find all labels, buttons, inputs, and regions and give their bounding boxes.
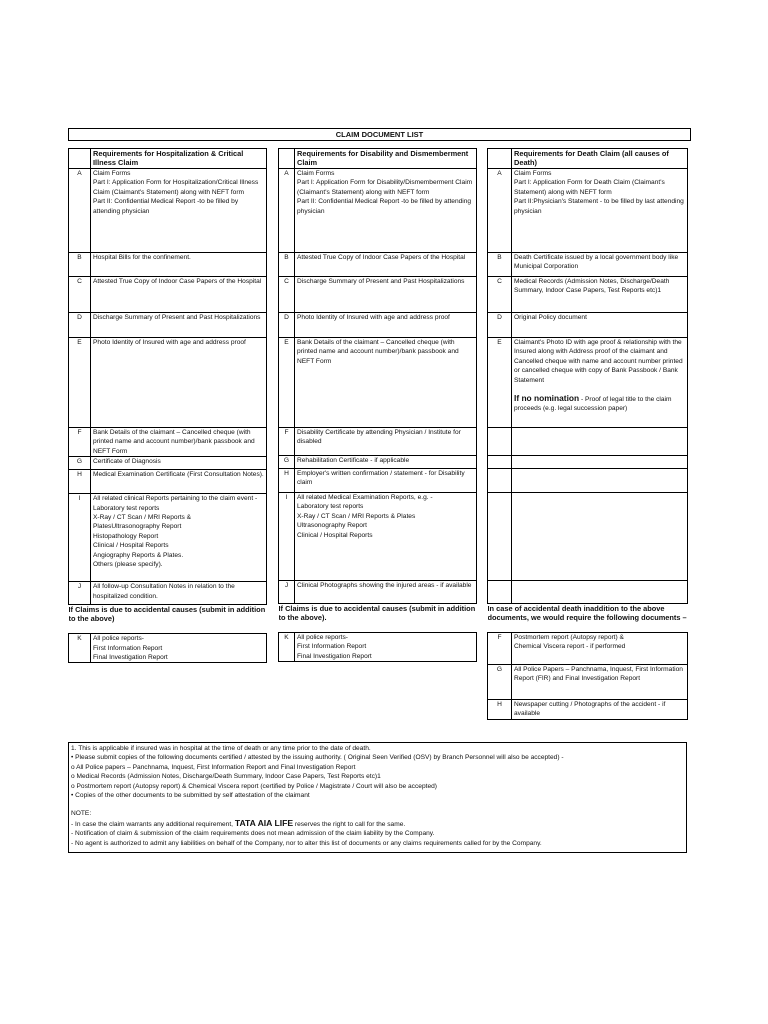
cell-line: Attested True Copy of Indoor Case Papers of the Hospital <box>93 278 262 285</box>
cell-line: Bank Details of the claimant – Cancelled cheque (with printed name and account number)/bank passbook and NEFT Form <box>93 429 255 455</box>
table-row <box>488 633 688 665</box>
cell-line: Clinical / Hospital Reports <box>93 542 169 550</box>
cell-line: All related clinical Reports pertaining to the claim event - <box>93 495 258 503</box>
row-letter: A <box>279 169 295 253</box>
table-row <box>69 470 267 494</box>
row-requirement <box>512 277 688 313</box>
row-requirement <box>91 253 267 277</box>
table-row <box>488 456 688 469</box>
row-letter: K <box>69 634 91 663</box>
cell-line: Employer's written confirmation / statement - for Disability claim <box>297 470 465 487</box>
note-line: - No agent is authorized to admit any liabilities on behalf of the Company, nor to alter this list of documents or any claims requirements called for by the Company. <box>71 839 542 847</box>
cell-line: All related Medical Examination Reports, e.g. - <box>297 494 433 501</box>
table-row <box>69 277 267 313</box>
cell-line: Discharge Summary of Present and Past Hospitalizations <box>297 278 465 285</box>
row-letter: G <box>488 665 512 700</box>
row-letter: B <box>279 253 295 277</box>
cell-line: Final Investigation Report <box>297 652 372 660</box>
cell-line: Others (please specify). <box>93 561 163 569</box>
row-letter: F <box>488 633 512 665</box>
row-letter: A <box>488 169 512 253</box>
cell-line: Attested True Copy of Indoor Case Papers of the Hospital <box>297 254 466 261</box>
row-requirement <box>512 633 688 665</box>
row-letter: K <box>279 633 295 662</box>
row-letter: J <box>279 581 295 604</box>
row-requirement <box>295 633 477 662</box>
table-row <box>69 169 267 253</box>
cell-line: All Police Papers – Panchnama, Inquest, First Information Report (FIR) and Final Investigation Report <box>514 666 683 683</box>
cell-line: Chemical Viscera report - if performed <box>514 643 626 651</box>
table-row <box>488 338 688 428</box>
row-letter: G <box>69 457 91 470</box>
table-row <box>69 338 267 428</box>
row-requirement <box>91 582 267 605</box>
note-line: • Please submit copies of the following documents certified / attested by the issuing authority. ( Original Seen Verified (OSV) by Branch Personnel will also be accepted) - <box>71 754 564 762</box>
table-row <box>488 493 688 581</box>
row-letter: H <box>279 469 295 493</box>
row-requirement <box>512 469 688 493</box>
note-suffix: reserves the right to call for the same. <box>293 820 406 828</box>
row-letter: A <box>69 169 91 253</box>
note-line: o All Police papers – Panchnama, Inquest, First Information Report and Final Investigation Report <box>71 763 356 771</box>
cell-line: Newspaper cutting / Photographs of the accident - if available <box>514 701 666 718</box>
cell-line: Rehabilitation Certificate - if applicable <box>297 457 410 464</box>
row-requirement <box>295 338 477 428</box>
note-line: o Postmortem report (Autopsy report) & Chemical Viscera report (certified by Police / Magistrate / Court will also be accepted) <box>71 782 437 790</box>
row-requirement <box>91 277 267 313</box>
table-row <box>69 582 267 605</box>
death-claim-requirements-table <box>487 148 688 720</box>
table-row <box>279 277 477 313</box>
row-letter <box>488 428 512 456</box>
document-title: CLAIM DOCUMENT LIST <box>68 128 691 141</box>
row-requirement <box>512 581 688 604</box>
row-requirement <box>91 169 267 253</box>
cell-line: Death Certificate issued by a local government body like Municipal Corporation <box>514 254 679 271</box>
row-requirement <box>512 493 688 581</box>
row-letter: H <box>488 700 512 720</box>
row-letter <box>488 469 512 493</box>
row-requirement <box>295 428 477 456</box>
cell-line: Part I: Application Form for Hospitalization/Critical Illness Claim (Claimant's Statement) along with NEFT form <box>93 179 259 196</box>
cell-line: Postmortem report (Autopsy report) & <box>514 634 624 641</box>
row-requirement <box>91 313 267 338</box>
row-letter: E <box>488 338 512 428</box>
note-line: • Copies of the other documents to be submitted by self attestation of the claimant <box>71 792 310 800</box>
cell-line: Claim Forms <box>93 170 131 177</box>
row-requirement <box>295 169 477 253</box>
row-letter <box>488 456 512 469</box>
cell-line: Final Investigation Report <box>93 654 168 662</box>
row-requirement <box>295 581 477 604</box>
row-requirement <box>91 470 267 494</box>
column-header: Requirements for Hospitalization & Critical Illness Claim <box>91 149 267 169</box>
cell-line: First Information Report <box>93 644 163 652</box>
note-list <box>71 829 684 848</box>
table-row <box>69 253 267 277</box>
cell-line: Laboratory test reports <box>93 504 160 512</box>
table-row <box>279 253 477 277</box>
row-letter: E <box>69 338 91 428</box>
row-letter: I <box>69 494 91 582</box>
row-requirement <box>295 313 477 338</box>
row-letter: C <box>69 277 91 313</box>
row-requirement <box>91 634 267 663</box>
cell-line: All follow-up Consultation Notes in relation to the hospitalized condition. <box>93 583 235 600</box>
note-line: 1. This is applicable if insured was in hospital at the time of death or any time prior to the date of death. <box>71 745 371 752</box>
notes-box <box>68 742 687 853</box>
cell-line: Claim Forms <box>514 170 552 177</box>
note-prefix: - In case the claim warrants any additional requirement, <box>71 820 235 828</box>
row-requirement <box>512 313 688 338</box>
table-row <box>488 277 688 313</box>
cell-line: Part II: Confidential Medical Report -to be filled by attending physician <box>93 198 239 215</box>
cell-line: Medical Examination Certificate (First Consultation Notes). <box>93 471 264 479</box>
cell-line: Histopathology Report <box>93 532 159 540</box>
table-row <box>69 634 267 663</box>
row-requirement <box>295 469 477 493</box>
table-row <box>488 700 688 720</box>
cell-line: All police reports- <box>93 635 144 643</box>
table-row <box>488 665 688 700</box>
cell-line: Laboratory test reports <box>297 503 364 511</box>
cell-line: Part II: Confidential Medical Report -to be filled by attending physician <box>297 198 472 215</box>
cell-line: Clinical Photographs showing the injured areas - if available <box>297 582 472 589</box>
row-requirement <box>91 428 267 457</box>
accidental-section-heading: If Claims is due to accidental causes (submit in addition to the above). <box>279 604 477 633</box>
note-additional-requirement <box>71 819 684 829</box>
row-letter: D <box>488 313 512 338</box>
row-letter: C <box>488 277 512 313</box>
cell-line: Claimant's Photo ID with age proof & relationship with the Insured along with Address proof of the claimant and Cancelled cheque with name and account number printed or cancelled cheque with copy of Bank Passbook / Bank Statement <box>514 339 683 384</box>
cell-line: Photo Identity of Insured with age and address proof <box>297 314 450 321</box>
row-requirement <box>91 494 267 582</box>
row-letter: E <box>279 338 295 428</box>
table-row <box>69 428 267 457</box>
row-letter: B <box>69 253 91 277</box>
cell-line: Bank Details of the claimant – Cancelled cheque (with printed name and account number)/bank passbook and NEFT Form <box>297 339 459 365</box>
cell-line: Discharge Summary of Present and Past Hospitalizations <box>93 314 261 321</box>
table-row <box>488 469 688 493</box>
row-requirement <box>512 428 688 456</box>
header-spacer-cell <box>488 149 512 169</box>
row-letter: C <box>279 277 295 313</box>
cell-line: Disability Certificate by attending Physician / Institute for disabled <box>297 429 461 446</box>
column-header: Requirements for Death Claim (all causes of Death) <box>512 149 688 169</box>
no-nomination-note <box>514 394 685 414</box>
table-row <box>69 457 267 470</box>
row-letter: F <box>279 428 295 456</box>
table-row <box>488 428 688 456</box>
row-requirement <box>512 253 688 277</box>
row-letter: G <box>279 456 295 469</box>
row-requirement <box>91 457 267 470</box>
hospitalization-requirements-table <box>68 148 267 663</box>
cell-line: Certificate of Diagnosis <box>93 458 161 466</box>
cell-line: PlatesUltrasonography Report <box>93 523 182 531</box>
note-line: o Medical Records (Admission Notes, Discharge/Death Summary, Indoor Case Papers, Test Reports etc)1 <box>71 773 381 781</box>
table-row <box>279 456 477 469</box>
cell-line: First Information Report <box>297 643 367 651</box>
cell-line: X-Ray / CT Scan / MRI Reports & <box>93 514 192 522</box>
cell-line: Part I: Application Form for Death Claim (Claimant's Statement) along with NEFT form <box>514 179 665 196</box>
column-header: Requirements for Disability and Dismemberment Claim <box>295 149 477 169</box>
brand-name: TATA AIA LIFE <box>234 817 294 828</box>
row-requirement <box>512 338 688 428</box>
table-row <box>488 313 688 338</box>
cell-line: Medical Records (Admission Notes, Discharge/Death Summary, Indoor Case Papers, Test Reports etc)1 <box>514 278 670 295</box>
row-letter: D <box>279 313 295 338</box>
header-spacer-cell <box>279 149 295 169</box>
no-nomination-text: - Proof of legal title to the claim proceeds (e.g. legal succession paper) <box>514 396 672 413</box>
note-label: NOTE: <box>71 810 92 818</box>
table-row <box>279 338 477 428</box>
row-requirement <box>295 277 477 313</box>
header-spacer-cell <box>69 149 91 169</box>
row-letter: J <box>69 582 91 605</box>
cell-line: X-Ray / CT Scan / MRI Reports & Plates <box>297 512 416 520</box>
table-row <box>279 169 477 253</box>
cell-line: Original Policy document <box>514 314 587 321</box>
cell-line: Photo Identity of Insured with age and address proof <box>93 339 246 346</box>
table-row <box>488 253 688 277</box>
row-requirement <box>295 493 477 581</box>
row-letter <box>488 581 512 604</box>
table-row <box>488 169 688 253</box>
row-requirement <box>512 456 688 469</box>
row-letter: F <box>69 428 91 457</box>
table-row <box>279 428 477 456</box>
table-row <box>279 633 477 662</box>
row-requirement <box>512 169 688 253</box>
disability-requirements-table <box>278 148 477 662</box>
cell-line: Part I: Application Form for Disability/Dismemberment Claim (Claimant's Statement) along with NEFT form <box>297 179 473 196</box>
row-requirement <box>295 253 477 277</box>
accidental-section-heading: In case of accidental death inaddition to the above documents, we would require the following documents – <box>488 604 688 633</box>
row-letter <box>488 493 512 581</box>
table-row <box>279 313 477 338</box>
notes-list <box>71 744 684 800</box>
note-line: - Notification of claim & submission of the claim requirements does not mean admission of the claim liability by the Company. <box>71 830 435 838</box>
table-row <box>69 313 267 338</box>
row-requirement <box>512 665 688 700</box>
table-row <box>279 493 477 581</box>
table-row <box>279 581 477 604</box>
no-nomination-label: If no nomination <box>514 393 580 404</box>
row-letter: H <box>69 470 91 494</box>
cell-line: Clinical / Hospital Reports <box>297 531 373 539</box>
cell-line: Claim Forms <box>297 170 335 177</box>
row-requirement <box>295 456 477 469</box>
cell-line: Part II:Physician's Statement - to be filled by last attending physician <box>514 198 684 215</box>
table-row <box>69 494 267 582</box>
row-letter: D <box>69 313 91 338</box>
cell-line: Angiography Reports & Plates. <box>93 551 184 559</box>
row-requirement <box>512 700 688 720</box>
row-requirement <box>91 338 267 428</box>
cell-line: Hospital Bills for the confinement. <box>93 254 191 261</box>
accidental-section-heading: If Claims is due to accidental causes (submit in addition to the above) <box>69 605 267 634</box>
table-row <box>279 469 477 493</box>
row-letter: I <box>279 493 295 581</box>
cell-line: Ultrasonography Report <box>297 522 368 530</box>
table-row <box>488 581 688 604</box>
cell-line: All police reports- <box>297 634 348 641</box>
row-letter: B <box>488 253 512 277</box>
